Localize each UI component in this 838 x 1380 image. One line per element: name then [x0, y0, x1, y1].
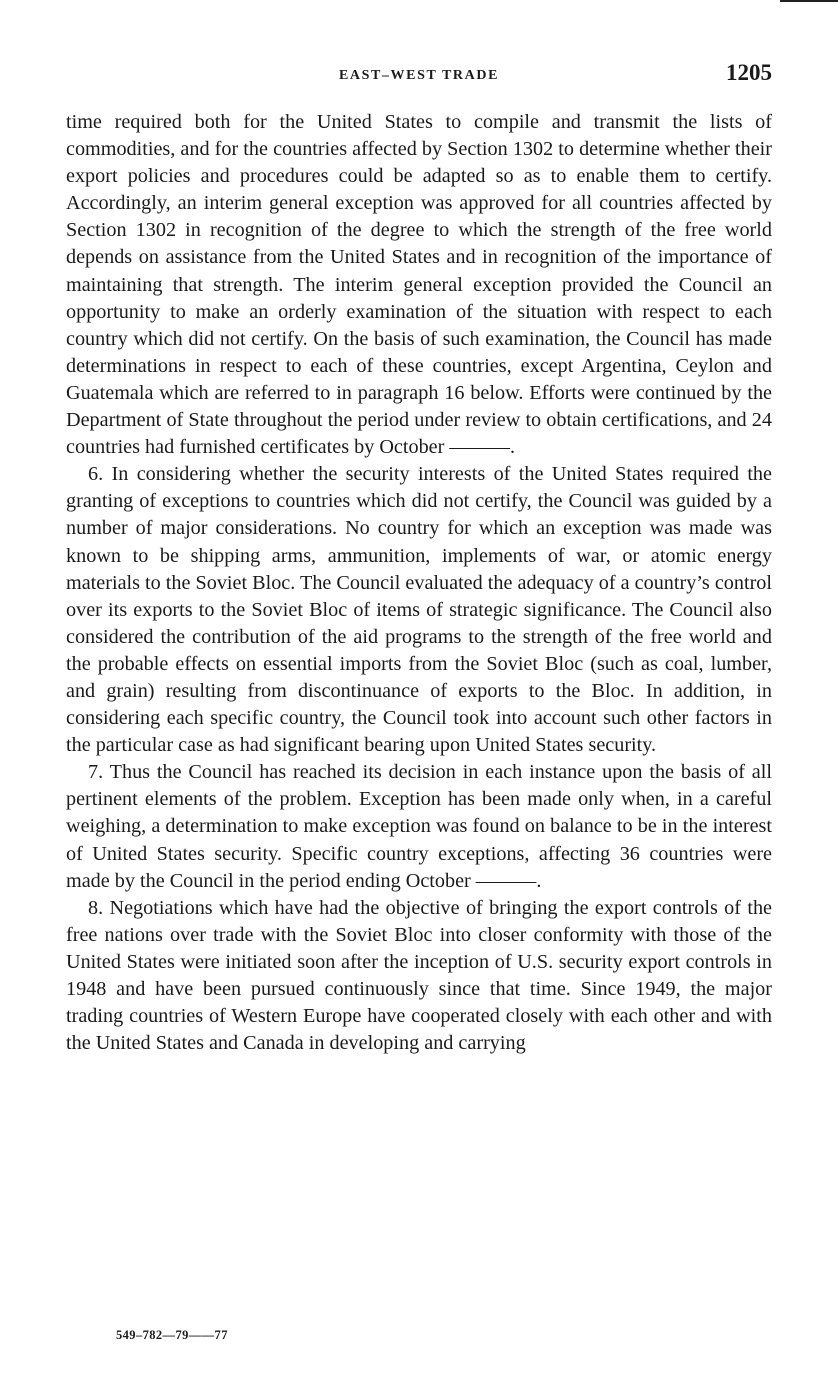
paragraph-7: 7. Thus the Council has reached its decision in each instance upon the basis of all pertinent elements of the problem. Exception has been made only when, in a careful weighing, a determination to make exception was found on balance to be in the interest of United States security. Specific country exceptions, affecting 36 countries were made by the Council in the period ending October ———.: [66, 761, 772, 892]
footer-print-code: 549–782—79——77: [116, 1328, 228, 1342]
paragraph-8: 8. Negotiations which have had the objective of bringing the export controls of the free nations over trade with the Soviet Bloc into closer conformity with those of the United States were initiated soon after the inception of U.S. security export controls in 1948 and have been pursued continuously since that time. Since 1949, the major trading countries of Western Europe have cooperated closely with each other and with the United States and Canada in developing and carrying: [66, 896, 772, 1055]
body-text: [66, 109, 772, 1057]
running-title: EAST–WEST TRADE: [338, 68, 500, 83]
paragraph-6: 6. In considering whether the security interests of the United States required the granting of exceptions to countries which did not certify, the Council was guided by a number of major considerations. No country for which an exception was made was known to be shipping arms, ammunition, implements of war, or atomic energy materials to the Soviet Bloc. The Council evaluated the adequacy of a country’s control over its exports to the Soviet Bloc of items of strategic significance. The Council also considered the contribution of the aid programs to the strength of the free world and the probable effects on essential imports from the Soviet Bloc (such as coal, lumber, and grain) resulting from discontinuance of exports to the Bloc. In addition, in considering each specific country, the Council took into account such other factors in the particular case as had significant bearing upon United States security.: [66, 463, 772, 757]
paragraph-continuation: time required both for the United States to compile and transmit the lists of commodities, and for the countries affected by Section 1302 to determine whether their export policies and procedures could be adapted so as to enable them to certify. Accordingly, an interim general exception was approved for all countries affected by Section 1302 in recognition of the degree to which the strength of the free world depends on assistance from the United States and in recognition of the importance of maintaining that strength. The interim general exception provided the Council an opportunity to make an orderly examination of the situation with respect to each country which did not certify. On the basis of such examination, the Council has made determinations in respect to each of these countries, except Argentina, Ceylon and Guatemala which are referred to in paragraph 16 below. Efforts were continued by the Department of State throughout the period under review to obtain certifications, and 24 countries had furnished certificates by October ———.: [66, 111, 772, 459]
page-corner-rule: [780, 0, 838, 2]
page-header: [66, 58, 772, 98]
page-number: 1205: [726, 60, 772, 85]
